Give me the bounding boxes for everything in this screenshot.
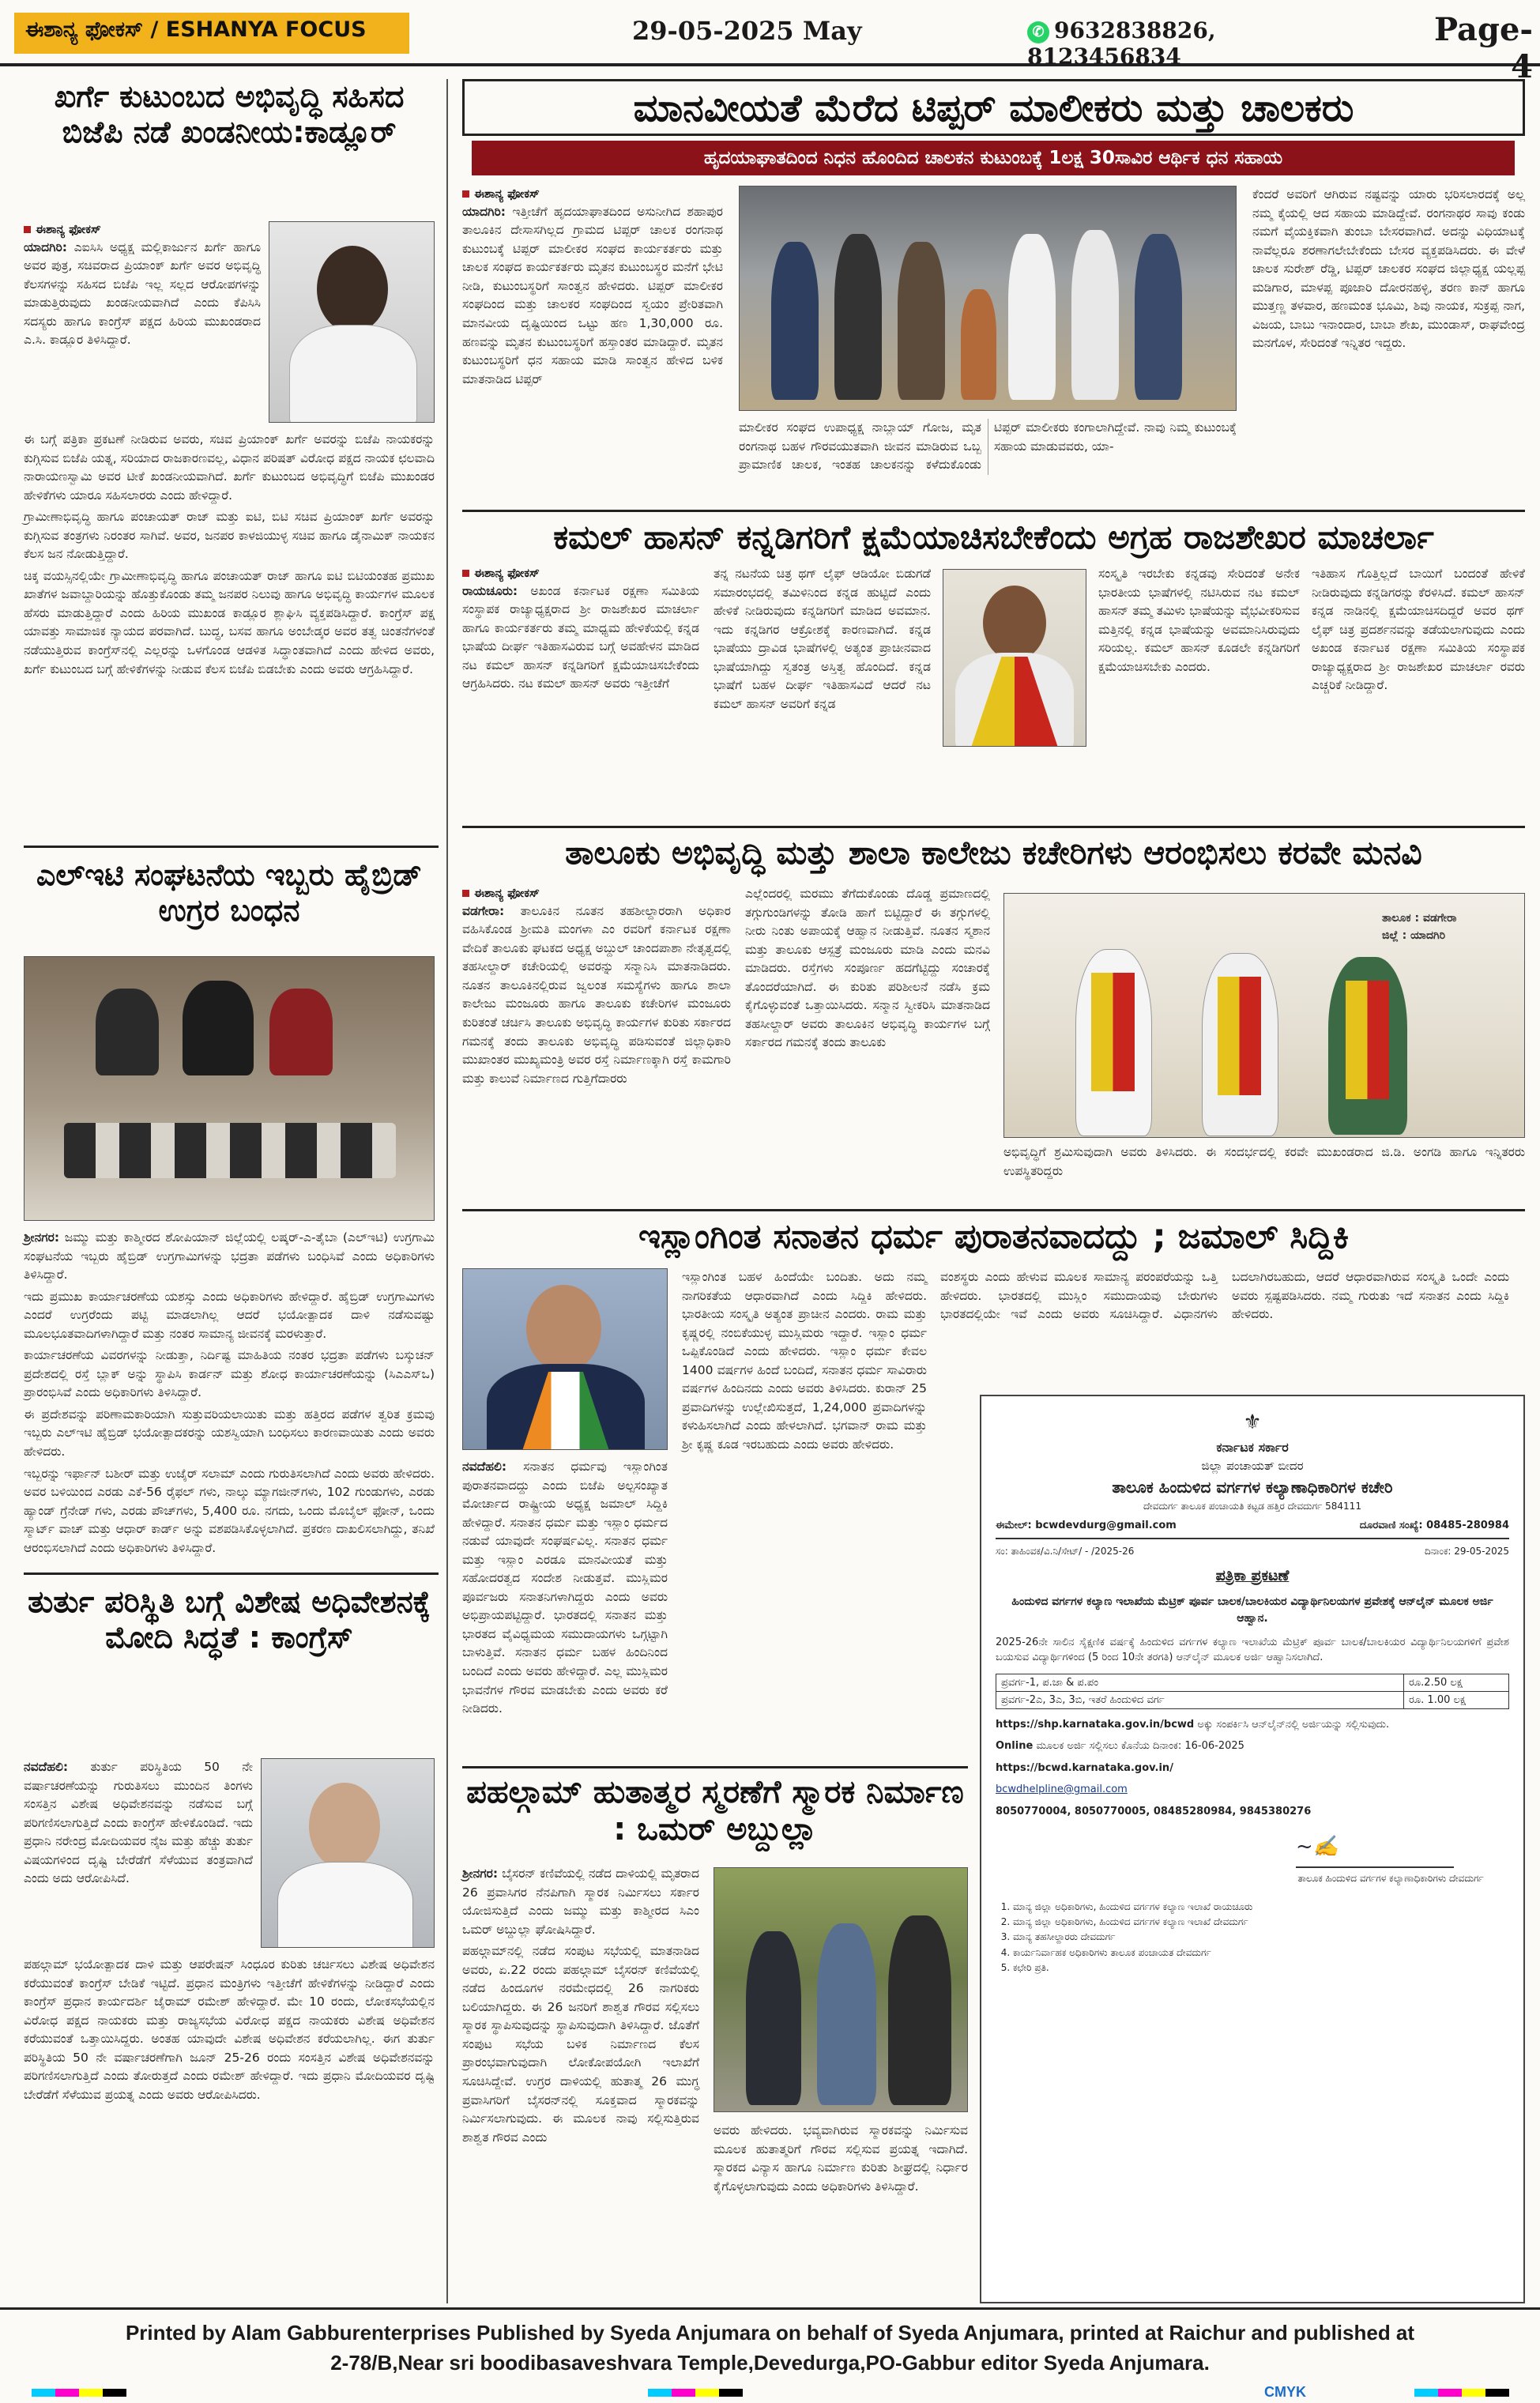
sign-line-district: ಜಿಲ್ಲೆ : ಯಾದಗಿರಿ xyxy=(1382,929,1446,943)
kamal-left-text: ರಾಯಚೂರು: ಅಖಂಡ ಕರ್ನಾಟಕ ರಕ್ಷಣಾ ಸಮಿತಿಯ ಸಂಸ್ಥಾಪಕ ರಾಜ್ಯಾಧ್ಯಕ್ಷರಾದ ಶ್ರೀ ರಾಜಶೇಖರ ಮಾಚರ್ಲಾ ಹಾಗೂ ಕಾರ್ಯಕರ್ತರು ತಮ್ಮ ಮಾಧ್ಯಮ ಹೇಳಿಕೆಯಲ್ಲಿ ಕನ್ನಡ ಭಾಷೆಯ ದೀರ್ಘ ಇತಿಹಾಸವಿರುವ ಬಗ್ಗೆ ಅವಹೇಳನ ಮಾಡಿದ ನಟ ಕಮಲ್ ಹಾಸನ್ ಕನ್ನಡಿಗರಿಗೆ ಕ್ಷಮೆಯಾಚಿಸಬೇಕೆಂದು ಆಗ್ರಹಿಸಿದರು. ನಟ ಕಮಲ್ ಹಾಸನ್ ಅವರು ಇತ್ತೀಚೆಗೆ xyxy=(462,583,700,691)
notice-signature-title: ತಾಲೂಕ ಹಿಂದುಳಿದ ವರ್ಗಗಳ ಕಲ್ಯಾಣಾಧಿಕಾರಿಗಳು ದೇವದುರ್ಗ xyxy=(1297,1873,1484,1884)
taluk-headline: ತಾಲೂಕು ಅಭಿವೃದ್ಧಿ ಮತ್ತು ಶಾಲಾ ಕಾಲೇಜು ಕಚೇರಿಗಳು ಆರಂಭಿಸಲು ಕರವೇ ಮನವಿ xyxy=(565,834,1422,872)
emergency-article xyxy=(24,1584,435,2296)
brand-english: ESHANYA FOCUS xyxy=(165,17,367,42)
column-divider xyxy=(446,79,448,2303)
let-para-5: ಇಬ್ಬರನ್ನು ಇರ್ಫಾನ್ ಬಶೀರ್ ಮತ್ತು ಉಜೈರ್ ಸಲಾಮ್ ಎಂದು ಗುರುತಿಸಲಾಗಿದೆ ಎಂದು ಅವರು ಹೇಳಿದರು. ಅವರ ಬಳಿಯಿಂದ ಎರಡು ಎಕೆ-56 ರೈಫಲ್ ಗಳು, ನಾಲ್ಕು ಮ್ಯಾಗಜೀನ್‌ಗಳು, 102 ಗುಂಡುಗಳು, ಎರಡು ಹ್ಯಾಂಡ್ ಗ್ರೆನೇಡ್ ಗಳು, ಎರಡು ಪೌಚ್‌ಗಳು, 5,400 ರೂ. ನಗದು, ಒಂದು ಮೊಬೈಲ್ ಫೋನ್, ಒಂದು ಸ್ಮಾರ್ಟ್ ವಾಚ್ ಮತ್ತು ಆಧಾರ್ ಕಾರ್ಡ್ ಅನ್ನು ವಶಪಡಿಸಿಕೊಳ್ಳಲಾಗಿದೆ. ಪ್ರಕರಣ ದಾಖಲಿಸಲಾಗಿದ್ದು, ತನಿಖೆ ಆರಂಭಿಸಲಾಗಿದೆ ಎಂದು ಅಧಿಕಾರಿಗಳು ತಿಳಿಸಿದ್ದಾರೆ. xyxy=(24,1466,435,1555)
islam-col-2: ಇಸ್ಲಾಂಗಿಂತ ಬಹಳ ಹಿಂದೆಯೇ ಬಂದಿತು. ಅದು ನಮ್ಮ ನಾಗರಿಕತೆಯ ಆಧಾರವಾಗಿದೆ ಎಂದು ಸಿದ್ದಿಕಿ ಹೇಳಿದರು. ಭಾರತೀಯ ಸಂಸ್ಕೃತಿ ಅತ್ಯಂತ ಪ್ರಾಚೀನ ಎಂದರು. ರಾಮ ಮತ್ತು ಕೃಷ್ಣರಲ್ಲಿ ನಂಬಿಕೆಯುಳ್ಳ ಮುಸ್ಲಿಮರು ಇದ್ದಾರೆ. ಇಸ್ಲಾಂ ಧರ್ಮ ಒಪ್ಪಿಕೊಂಡಿದೆ ಎಂದು ಹೇಳಿದರು. ಇಸ್ಲಾಂ ಧರ್ಮ ಕೇವಲ 1400 ವರ್ಷಗಳ ಹಿಂದೆ ಬಂದಿದೆ, ಸನಾತನ ಧರ್ಮ ಸಾವಿರಾರು ವರ್ಷಗಳ ಹಿಂದಿನದು ಎಂದು ಅವರು ತಿಳಿಸಿದರು. ಕುರಾನ್ 25 ಪ್ರವಾದಿಗಳನ್ನು ಉಲ್ಲೇಖಿಸುತ್ತದೆ, 1,24,000 ಪ್ರವಾದಿಗಳನ್ನು ಕಳುಹಿಸಲಾಗಿದೆ ಎಂದು ಹೇಳಲಾಗಿದೆ. ಭಗವಾನ್ ರಾಮ ಮತ್ತು ಶ್ರೀ ಕೃಷ್ಣ ಕೂಡ ಇರಬಹುದು ಎಂದು ಅವರು ಹೇಳಿದರು. xyxy=(682,1270,927,1452)
notice-sub: ಜಿಲ್ಲಾ ಪಂಚಾಯತ್ ಬೀದರ xyxy=(1201,1459,1304,1473)
color-registration-bar xyxy=(32,2389,126,2397)
kharge-article xyxy=(24,79,435,838)
list-item: 3. ಮಾನ್ಯ ತಹಸೀಲ್ದಾರರು ದೇವದುರ್ಗ xyxy=(1013,1930,1509,1945)
kamal-col-4: ಇತಿಹಾಸ ಗೊತ್ತಿಲ್ಲದೆ ಬಾಯಿಗೆ ಬಂದಂತೆ ಹೇಳಿಕೆ ನೀಡಿರುವುದು ಕನ್ನಡಿಗರನ್ನು ಕೆರಳಿಸಿದೆ. ಕಮಲ್ ಹಾಸನ್ ಕನ್ನಡ ನಾಡಿನಲ್ಲಿ ಕ್ಷಮೆಯಾಚಿಸದಿದ್ದರೆ ಅವರ ಥಗ್ ಲೈಫ್ ಚಿತ್ರ ಪ್ರದರ್ಶನವನ್ನು ತಡೆಯಲಾಗುವುದು ಎಂದು ಅಖಂಡ ಕರ್ನಾಟಕ ರಕ್ಷಣಾ ಸಮಿತಿಯ ಸಂಸ್ಥಾಪಕ ರಾಜ್ಯಾಧ್ಯಕ್ಷರಾದ ಶ್ರೀ ರಾಜಶೇಖರ ಮಾಚರ್ಲಾ ರವರು ಎಚ್ಚರಿಕೆ ನೀಡಿದ್ದಾರೆ. xyxy=(1312,567,1525,693)
notice-ref: ಸಂ: ತಾಹಿಂವಕ/ವಿ.ನಿ/ಸೇಟ್/ - /2025-26 xyxy=(996,1546,1135,1557)
islam-photo xyxy=(462,1268,668,1450)
kamal-col-2: ತನ್ನ ನಟನೆಯ ಚಿತ್ರ ಥಗ್ ಲೈಫ್ ಆಡಿಯೋ ಬಿಡುಗಡೆ ಸಮಾರಂಭದಲ್ಲಿ ತಮಿಳಿನಿಂದ ಕನ್ನಡ ಹುಟ್ಟಿದೆ ಎಂದು ಹೇಳಿಕೆ ನೀಡಿರುವುದು ಕನ್ನಡಿಗರಿಗೆ ಮಾಡಿದ ಅವಮಾನ. ಇದು ಕನ್ನಡಿಗರ ಆಕ್ರೋಶಕ್ಕೆ ಕಾರಣವಾಗಿದೆ. ಕನ್ನಡ ಭಾಷೆಯು ದ್ರಾವಿಡ ಭಾಷೆಗಳಲ್ಲಿ ಅತ್ಯಂತ ಪ್ರಾಚೀನವಾದ ಭಾಷೆಯಾಗಿದ್ದು ಸ್ವತಂತ್ರ ಅಸ್ತಿತ್ವ ಹೊಂದಿದೆ. ಕನ್ನಡ ಭಾಷೆಗೆ ಬಹಳ ದೀರ್ಘ ಇತಿಹಾಸವಿದೆ ಆದರೆ ನಟ ಕಮಲ್ ಹಾಸನ್ ಅವರಿಗೆ ಕನ್ನಡ xyxy=(714,567,931,711)
issue-month: May xyxy=(802,16,862,46)
emergency-para-2: ಪಹಲ್ಗಾಮ್ ಭಯೋತ್ಪಾದಕ ದಾಳಿ ಮತ್ತು ಆಪರೇಷನ್ ಸಿಂಧೂರ ಕುರಿತು ಚರ್ಚಿಸಲು ವಿಶೇಷ ಅಧಿವೇಶನ ಕರೆಯುವಂತೆ ಕಾಂಗ್ರೆಸ್ ಬೇಡಿಕೆ ಇಟ್ಟಿದೆ. ಪ್ರಧಾನ ಮಂತ್ರಿಗಳು ಇತ್ತೀಚೆಗೆ ಹೇಳಿಕೆಗಳನ್ನು ನೀಡಿದ್ದಾರೆ ಎಂದು ಕಾಂಗ್ರೆಸ್ ಪ್ರಧಾನ ಕಾರ್ಯದರ್ಶಿ ಜೈರಾಮ್ ರಮೇಶ್ ಹೇಳಿದ್ದಾರೆ. ಮೇ 10 ರಂದು, ಲೋಕಸಭೆಯಲ್ಲಿನ ವಿರೋಧ ಪಕ್ಷದ ನಾಯಕರು ಮತ್ತು ರಾಜ್ಯಸಭೆಯ ವಿರೋಧ ಪಕ್ಷದ ನಾಯಕರು ವಿಶೇಷ ಅಧಿವೇಶನ ಕರೆಯುವಂತೆ ಒತ್ತಾಯಿಸಿದ್ದರು. ಅಂತಹ ಯಾವುದೇ ವಿಶೇಷ ಅಧಿವೇಶನ ಕರೆಯಲಾಗಿಲ್ಲ. ಈಗ ತುರ್ತು ಪರಿಸ್ಥಿತಿಯ 50 ನೇ ವರ್ಷಾಚರಣೆಗಾಗಿ ಜೂನ್ 25-26 ರಂದು ಸಂಸತ್ತಿನ ವಿಶೇಷ ಅಧಿವೇಶನವನ್ನು ಪರಿಗಣಿಸಲಾಗುತ್ತಿದೆ ಎಂದು ತೋರುತ್ತದೆ ಎಂದು ರಮೇಶ್ ಹೇಳಿದ್ದಾರೆ. ಇದು ಪ್ರಧಾನಿ ಮೋದಿಯವರ ದೃಷ್ಟಿ ಬೇರೆಡೆಗೆ ಸೆಳೆಯುವ ಪ್ರಯತ್ನ ಎಂದು ಅವರು ಆರೋಪಿಸಿದರು. xyxy=(24,1957,435,2102)
person-body xyxy=(289,325,417,423)
let-body xyxy=(24,1229,435,1561)
list-item: 2. ಮಾನ್ಯ ಜಿಲ್ಲಾ ಅಧಿಕಾರಿಗಳು, ಹಿಂದುಳಿದ ವರ್ಗಗಳ ಕಲ್ಯಾಣ ಇಲಾಖೆ ದೇವದುರ್ಗ xyxy=(1013,1915,1509,1930)
seized-weapons xyxy=(64,1123,396,1178)
official-person xyxy=(888,1915,951,2105)
pahalgam-headline: ಪಹಲ್ಗಾಮ್ ಹುತಾತ್ಮರ ಸ್ಮರಣೆಗೆ ಸ್ಮಾರಕ ನಿರ್ಮಾಣ : ಒಮರ್ ಅಬ್ದುಲ್ಲಾ xyxy=(466,1774,964,1848)
taluk-byline: ಈಶಾನ್ಯ ಫೋಕಸ್ xyxy=(462,885,731,902)
kharge-headline: ಖರ್ಗೆ ಕುಟುಂಬದ ಅಭಿವೃದ್ಧಿ ಸಹಿಸದ ಬಿಜೆಪಿ ನಡೆ ಖಂಡನೀಯ:ಕಾಡ್ಲೂರ್ xyxy=(54,79,405,149)
notice-helpline-email: bcwdhelpline@gmail.com xyxy=(996,1783,1128,1795)
footer xyxy=(0,2307,1540,2403)
suspect-3 xyxy=(269,989,333,1075)
notice-website: https://shp.karnataka.gov.in/bcwd xyxy=(996,1718,1195,1731)
official-person xyxy=(817,1923,876,2105)
group-person xyxy=(834,234,882,400)
islam-col-3: ವಂಶಸ್ಥರು ಎಂದು ಹೇಳುವ ಮೂಲಕ ಸಾಮಾನ್ಯ ಪರಂಪರೆಯನ್ನು ಒತ್ತಿ ಹೇಳಿದರು. ಭಾರತದಲ್ಲಿ ಮುಸ್ಲಿಂ ಸಮುದಾಯವು ಬೇರುಗಳು ಭಾರತದಲ್ಲಿಯೇ ಇವೆ ಎಂದು ಅವರು ಸೂಚಿಸಿದ್ದಾರೆ. ವಿಧಾನಗಳು ಬದಲಾಗಿರಬಹುದು, ಆದರೆ ಆಧಾರವಾಗಿರುವ ಸಂಸ್ಕೃತಿ ಒಂದೇ ಎಂದು ಅವರು ಸ್ಪಷ್ಟಪಡಿಸಿದರು. ನಮ್ಮ ಗುರುತು ಇದೆ ಸನಾತನ ಎಂದು ಸಿದ್ದಿಕಿ ಹೇಳಿದರು. xyxy=(940,1270,1509,1322)
speaker-head xyxy=(526,1285,601,1372)
tipper-headline: ಮಾನವೀಯತೆ ಮೆರೆದ ಟಿಪ್ಪರ್ ಮಾಲೀಕರು ಮತ್ತು ಚಾಲಕರು xyxy=(633,86,1354,130)
notice-email: bcwdevdurg@gmail.com xyxy=(1035,1519,1177,1531)
kharge-para-4: ಚಿಕ್ಕ ವಯಸ್ಸಿನಲ್ಲಿಯೇ ಗ್ರಾಮೀಣಾಭಿವೃದ್ಧಿ ಹಾಗೂ ಪಂಚಾಯತ್ ರಾಜ್ ಹಾಗೂ ಐಟಿ ಬಿಟಿಯಂತಹ ಪ್ರಮುಖ ಖಾತೆಗಳ ಜವಾಬ್ದಾರಿಯನ್ನು ಹೊತ್ತುಕೊಂಡು ತಮ್ಮ ಜನಪರ ನಿಲುವು ಹಾಗೂ ಅಭಿವೃದ್ಧಿ ಕಾರ್ಯಗಳ ಮೂಲಕ ಹೆಸರು ಮಾಡುತ್ತಿದ್ದಾರೆ ಎಂದು ಹಿರಿಯ ಮುಖಂಡ ಕಾಡ್ಲೂರ ಶ್ಲಾಘಿಸಿ ವ್ಯಕ್ತಪಡಿಸಿದ್ದಾರೆ. ಕಾಂಗ್ರೆಸ್ ಪಕ್ಷ ಯಾವತ್ತು ಸಾಮಾಜಿಕ ನ್ಯಾಯದ ಪರವಾಗಿದೆ. ಬುದ್ಧ, ಬಸವ ಹಾಗೂ ಅಂಬೇಡ್ಕರ ಅವರ ತತ್ವ ಚಿಂತನೆಗಳಂತೆ ನಡೆಯುತ್ತಿರುವ ಕಾಂಗ್ರೆಸ್‌ನಲ್ಲಿ ಎಲ್ಲರನ್ನು ಒಳಗೊಂಡ ಆಡಳಿತ ಸಿದ್ಧಾಂತವಾಗಿದೆ ಎಂದು ಹೇಳಿದ ಅವರು, ಖರ್ಗೆ ಕುಟುಂಬದ ಬಗ್ಗೆ ಹೇಳಿಕೆಗಳನ್ನು ನೀಡುವ ಕೆಲಸ ಬಿಜೆಪಿ ಬಿಡಬೇಕು ಎಂದು ಅವರು ಆಗ್ರಹಿಸಿದ್ದಾರೆ. xyxy=(24,568,435,676)
kamal-photo xyxy=(943,569,1086,747)
speaker-head xyxy=(309,1783,380,1870)
separator xyxy=(24,1572,439,1575)
official-person xyxy=(746,1931,801,2105)
kannada-flag-scarf xyxy=(1091,973,1135,1091)
let-photo xyxy=(24,956,435,1221)
issue-date: 29-05-2025 xyxy=(632,16,794,46)
tipper-byline: ಈಶಾನ್ಯ ಫೋಕಸ್ xyxy=(462,186,723,203)
notice-contacts: 8050770004, 8050770005, 08485280984, 9845380276 xyxy=(996,1805,1312,1817)
list-item: 4. ಕಾರ್ಯನಿರ್ವಾಹಕ ಅಧಿಕಾರಿಗಳು ತಾಲೂಕ ಪಂಚಾಯತ ದೇವದುರ್ಗ xyxy=(1013,1945,1509,1960)
let-article xyxy=(24,857,435,1553)
speaker-body xyxy=(277,1862,413,1948)
office-sign xyxy=(1382,910,1516,945)
kannada-flag-scarf xyxy=(1218,977,1261,1095)
kamal-article xyxy=(462,518,1525,822)
table-row: ಪ್ರವರ್ಗ-1, ಪ.ಜಾ & ಪ.ಪಂ ರೂ.2.50 ಲಕ್ಷ xyxy=(996,1674,1509,1691)
tipper-left-text: ಯಾದಗಿರಿ: ಇತ್ತೀಚೆಗೆ ಹೃದಯಾಘಾತದಿಂದ ಅಸುನೀಗಿದ ಶಹಾಪುರ ತಾಲೂಕಿನ ದೇಸಾಸಗಿಲ್ಲದ ಗ್ರಾಮದ ಟಿಪ್ಪರ್ ಚಾಲಕ ರಂಗನಾಥ ಕುಟುಂಬಕ್ಕೆ ಟಿಪ್ಪರ್ ಮಾಲೀಕರ ಸಂಘದ ಕಾರ್ಯಕರ್ತರು ಮತ್ತು ಚಾಲಕ ಸಂಘದ ಕಾರ್ಯಕರ್ತರು ಮೃತನ ಕುಟುಂಬಸ್ಥರ ಮನೆಗೆ ಭೇಟಿ ನೀಡಿ, ಕುಟುಂಬಸ್ಥರಿಗೆ ಸಾಂತ್ವನ ಹೇಳಿದರು. ಟಿಪ್ಪರ್ ಮಾಲೀಕರ ಸಂಘದಿಂದ ಮತ್ತು ಚಾಲಕರ ಸಂಘದಿಂದ ಸ್ವಯಂ ಪ್ರೇರಿತವಾಗಿ ಮಾನವೀಯ ದೃಷ್ಟಿಯಿಂದ ಒಟ್ಟು ಹಣ 1,30,000 ರೂ. ಹಣವನ್ನು ಮೃತನ ಕುಟುಂಬಸ್ಥರಿಗೆ ಹಸ್ತಾಂತರ ಮಾಡಿದ್ದಾರೆ. ಮೃತನ ಕುಟುಂಬಸ್ಥರಿಗೆ ಧನ ಸಹಾಯ ಮಾಡಿ ಸಾಂತ್ವನ ಹೇಳಿದ ಬಳಿಕ ಮಾತನಾಡಿದ ಟಿಪ್ಪರ್ xyxy=(462,204,723,386)
emblem-icon: ⚜ xyxy=(1243,1411,1262,1434)
signature: ~✍ xyxy=(1296,1835,1454,1868)
taluk-col-1 xyxy=(462,885,731,1088)
taluk-article xyxy=(462,834,1525,1205)
notice-date: ದಿನಾಂಕ: 29-05-2025 xyxy=(1425,1546,1509,1557)
group-person xyxy=(1008,234,1056,400)
kamal-headline: ಕಮಲ್ ಹಾಸನ್ ಕನ್ನಡಿಗರಿಗೆ ಕ್ಷಮೆಯಾಚಿಸಬೇಕೆಂದು ಅಗ್ರಹ ರಾಜಶೇಖರ ಮಾಚರ್ಲಾ xyxy=(553,518,1434,556)
islam-headline: ಇಸ್ಲಾಂಗಿಂತ ಸನಾತನ ಧರ್ಮ ಪುರಾತನವಾದದ್ದು ; ಜಮಾಲ್ ಸಿದ್ದಿಕಿ xyxy=(638,1217,1350,1256)
list-item: 1. ಮಾನ್ಯ ಜಿಲ್ಲಾ ಅಧಿಕಾರಿಗಳು, ಹಿಂದುಳಿದ ವರ್ಗಗಳ ಕಲ್ಯಾಣ ಇಲಾಖೆ ರಾಯಚೂರು xyxy=(1013,1900,1509,1915)
kharge-body-bottom xyxy=(24,431,435,682)
separator xyxy=(462,1209,1525,1211)
whatsapp-icon: ✆ xyxy=(1027,21,1049,43)
person-silhouette xyxy=(317,246,388,333)
color-registration-bar xyxy=(648,2389,743,2397)
let-headline: ಎಲ್‌ಇಟಿ ಸಂಘಟನೆಯ ಇಬ್ಬರು ಹೈಬ್ರಿಡ್ ಉಗ್ರರ ಬಂಧನ xyxy=(36,857,422,928)
group-person xyxy=(961,289,996,400)
kharge-para-3: ಗ್ರಾಮೀಣಾಭಿವೃದ್ಧಿ ಹಾಗೂ ಪಂಚಾಯತ್ ರಾಜ್ ಮತ್ತು ಐಟಿ, ಬಿಟಿ ಸಚಿವ ಪ್ರಿಯಾಂಕ್ ಖರ್ಗೆ ಅವರನ್ನು ಕುಗ್ಗಿಸುವ ತಂತ್ರಗಳು ನಿರಂತರ ಸಾಗಿವೆ. ಅವರ, ಜನಪರ ಕಾಳಜಿಯುಳ್ಳ ಸಚಿವ ಹಾಗೂ ಡೈನಾಮಿಕ್ ನಾಯಕನ ಕೆಲಸ ಜನ ನೋಡುತ್ತಿದ್ದಾರೆ. xyxy=(24,510,435,562)
pahalgam-col-2: ಅವರು ಹೇಳಿದರು. ಭವ್ಯವಾಗಿರುವ ಸ್ಮಾರಕವನ್ನು ನಿರ್ಮಿಸುವ ಮೂಲಕ ಹುತಾತ್ಮರಿಗೆ ಗೌರವ ಸಲ್ಲಿಸುವ ಪ್ರಯತ್ನ ಇದಾಗಿದೆ. ಸ್ಮಾರಕದ ವಿನ್ಯಾಸ ಹಾಗೂ ನಿರ್ಮಾಣ ಕುರಿತು ಶೀಘ್ರದಲ್ಲಿ ನಿರ್ಧಾರ ಕೈಗೊಳ್ಳಲಾಗುವುದು ಎಂದು ಅಧಿಕಾರಿಗಳು ತಿಳಿಸಿದ್ದಾರೆ. xyxy=(714,2123,968,2194)
notice-website-row: https://shp.karnataka.gov.in/bcwd ಅಕ್ಕು ಸಂಪರ್ಕಿಸಿ ಆನ್‌ಲೈನ್‌ನಲ್ಲಿ ಅರ್ಜಿಯನ್ನು ಸಲ್ಲಿಸುವುದು. xyxy=(996,1718,1390,1731)
kamal-col-3: ಸಂಸ್ಕೃತಿ ಇರಬೇಕು ಕನ್ನಡವು ಸೇರಿದಂತೆ ಅನೇಕ ಭಾರತೀಯ ಭಾಷೆಗಳಲ್ಲಿ ನಟಿಸಿರುವ ನಟ ಕಮಲ್ ಹಾಸನ್ ತಮ್ಮ ತಮಿಳು ಭಾಷೆಯನ್ನು ವೈಭವೀಕರಿಸುವ ಮತ್ತಿನಲ್ಲಿ ಕನ್ನಡ ಭಾಷೆಯನ್ನು ಅವಮಾನಿಸಿರುವುದು ಸರಿಯಲ್ಲ. ಕಮಲ್ ಹಾಸನ್ ಕೂಡಲೇ ಕನ್ನಡಿಗರಿಗೆ ಕ್ಷಮೆಯಾಚಿಸಬೇಕು ಎಂದರು. xyxy=(1098,567,1300,674)
page-number: Page-4 xyxy=(1434,11,1533,85)
group-person xyxy=(1071,230,1119,400)
separator xyxy=(24,846,439,848)
let-para-4: ಈ ಪ್ರದೇಶವನ್ನು ಪರಿಣಾಮಕಾರಿಯಾಗಿ ಸುತ್ತುವರಿಯಲಾಯಿತು ಮತ್ತು ಹತ್ತಿರದ ಪಡೆಗಳ ತ್ವರಿತ ಕ್ರಮವು ಇಬ್ಬರು ಎಲ್‌ಇಟಿ ಹೈಬ್ರಿಡ್ ಭಯೋತ್ಪಾದಕರನ್ನು ಯಶಸ್ವಿಯಾಗಿ ಬಂಧಿಸಲು ಕಾರಣವಾಯಿತು ಎಂದು ಅವರು ಹೇಳಿದರು. xyxy=(24,1407,435,1460)
pahalgam-para-2: ಪಹಲ್ಗಾಮ್‌ನಲ್ಲಿ ನಡೆದ ಸಂಪುಟ ಸಭೆಯಲ್ಲಿ ಮಾತನಾಡಿದ ಅವರು, ಏ.22 ರಂದು ಪಹಲ್ಗಾಮ್ ಬೈಸರನ್ ಕಣಿವೆಯಲ್ಲಿ ನಡೆದ ಹಿಂದೂಗಳ ನರಮೇಧದಲ್ಲಿ 26 ನಾಗರಿಕರು ಬಲಿಯಾಗಿದ್ದರು. ಈ 26 ಜನರಿಗೆ ಶಾಶ್ವತ ಗೌರವ ಸಲ್ಲಿಸಲು ಸ್ಮಾರಕ ಸ್ಥಾಪಿಸುವುದನ್ನು ಸ್ಥಾಪಿಸುವುದಾಗಿ ತಿಳಿಸಿದ್ದಾರೆ. ಜೊತೆಗೆ ಸಂಪುಟ ಸಭೆಯ ಬಳಿಕ ನಿರ್ಮಾಣದ ಕೆಲಸ ಪ್ರಾರಂಭವಾಗುವುದಾಗಿ ಲೋಕೋಪಯೋಗಿ ಇಲಾಖೆಗೆ ಸೂಚಿಸಿದ್ದೇವೆ. ಉಗ್ರರ ದಾಳಿಯಲ್ಲಿ ಹುತಾತ್ಮ 26 ಮುಗ್ಧ ಪ್ರವಾಸಿಗರಿಗೆ ಬೈಸರನ್‌ನಲ್ಲಿ ಸೂಕ್ತವಾದ ಸ್ಮಾರಕವನ್ನು ನಿರ್ಮಿಸಲಾಗುವುದು. ಈ ಮೂಲಕ ನಾವು ಸಲ್ಲಿಸುತ್ತಿರುವ ಶಾಶ್ವತ ಗೌರವ ಎಂದು xyxy=(462,1944,699,2145)
kharge-byline: ಈಶಾನ್ಯ ಫೋಕಸ್ xyxy=(24,221,261,239)
govt-notice xyxy=(980,1395,1525,2303)
separator xyxy=(462,826,1525,828)
brand-kannada: ಈಶಾನ್ಯ ಫೋಕಸ್ xyxy=(25,17,144,42)
masthead-phones xyxy=(1027,17,1359,70)
taluk-photo xyxy=(1003,893,1525,1138)
islam-left-text: ನವದೆಹಲಿ: ಸನಾತನ ಧರ್ಮವು ಇಸ್ಲಾಂಗಿಂತ ಪುರಾತನವಾದದ್ದು ಎಂದು ಬಿಜೆಪಿ ಅಲ್ಪಸಂಖ್ಯಾತ ಮೋರ್ಚಾದ ರಾಷ್ಟ್ರೀಯ ಅಧ್ಯಕ್ಷ ಜಮಾಲ್ ಸಿದ್ದಿಕಿ ಹೇಳಿದ್ದಾರೆ. ಸನಾತನ ಧರ್ಮ ಮತ್ತು ಇಸ್ಲಾಂ ಧರ್ಮದ ನಡುವೆ ಯಾವುದೇ ಸಂಘರ್ಷವಿಲ್ಲ. ಸನಾತನ ಧರ್ಮ ಮತ್ತು ಇಸ್ಲಾಂ ಎರಡೂ ಮಾನವೀಯತೆ ಮತ್ತು ಸಹೋದರತ್ವದ ಸಂದೇಶ ನೀಡುತ್ತವೆ. ಮುಸ್ಲಿಮರ ಪೂರ್ವಜರು ಸನಾತನಿಗಳಾಗಿದ್ದರು ಎಂದು ಅವರು ಅಭಿಪ್ರಾಯಪಟ್ಟಿದ್ದಾರೆ. ಭಾರತದಲ್ಲಿ ಸನಾತನ ಮತ್ತು ಭಾರತದ ವೈವಿಧ್ಯಮಯ ಸಮುದಾಯಗಳು ಒಗ್ಗಟ್ಟಾಗಿ ಬಾಳುತ್ತಿವೆ. ಸನಾತನ ಧರ್ಮ ಬಹಳ ಹಿಂದಿನಿಂದ ಬಂದಿದೆ ಎಂದು ಅವರು ಹೇಳಿದ್ದಾರೆ. ಎಲ್ಲ ಮುಸ್ಲಿಮರ ಭಾವನೆಗಳ ಗೌರವ ಮಾಡಬೇಕು ಎಂದು ಅವರು ಕರೆ ನೀಡಿದರು. xyxy=(462,1460,668,1716)
let-para-2: ಇದು ಪ್ರಮುಖ ಕಾರ್ಯಾಚರಣೆಯ ಯಶಸ್ಸು ಎಂದು ಅಧಿಕಾರಿಗಳು ಹೇಳಿದ್ದಾರೆ. ಹೈಬ್ರಿಡ್ ಉಗ್ರಗಾಮಿಗಳು ಎಂದರೆ ಉಗ್ರರೆಂದು ಪಟ್ಟಿ ಮಾಡಲಾಗಿಲ್ಲ ಆದರೆ ಭಯೋತ್ಪಾದಕ ದಾಳಿ ನಡೆಸುವಷ್ಟು ಮೂಲಭೂತವಾದಿಗಳಾಗಿದ್ದಾರೆ ಮತ್ತು ನಂತರ ಸಾಮಾನ್ಯ ಜೀವನಕ್ಕೆ ಮರಳುತ್ತಾರೆ. xyxy=(24,1289,435,1341)
let-para-1: ಶ್ರೀನಗರ: ಜಮ್ಮು ಮತ್ತು ಕಾಶ್ಮೀರದ ಶೋಪಿಯಾನ್ ಜಿಲ್ಲೆಯಲ್ಲಿ ಲಷ್ಕರ್-ಎ-ತೈಬಾ (ಎಲ್‌ಇಟಿ) ಉಗ್ರಗಾಮಿ ಸಂಘಟನೆಯ ಇಬ್ಬರು ಹೈಬ್ರಿಡ್ ಉಗ್ರಗಾಮಿಗಳನ್ನು ಭದ್ರತಾ ಪಡೆಗಳು ಬಂಧಿಸಿವೆ ಎಂದು ಅಧಿಕಾರಿಗಳು ತಿಳಿಸಿದ್ದಾರೆ. xyxy=(24,1230,435,1282)
suspect-2 xyxy=(183,981,254,1075)
emergency-body-bottom xyxy=(24,1956,435,2107)
taluk-col-2: ಎಲ್ಲೆಂದರಲ್ಲಿ ಮರಮು ತೆಗೆದುಕೊಂಡು ದೊಡ್ಡ ಪ್ರಮಾಣದಲ್ಲಿ ತಗ್ಗುಗುಂಡಿಗಳನ್ನು ತೋಡಿ ಹಾಗೆ ಬಿಟ್ಟಿದ್ದಾರೆ ಈ ತಗ್ಗುಗಳಲ್ಲಿ ನೀರು ನಿಂತು ಅಪಾಯಕ್ಕೆ ಆಹ್ವಾನ ನೀಡುತ್ತಿವೆ. ನೂತನ ಸ್ಮಶಾನ ಮತ್ತು ತಾಲೂಕು ಆಸ್ಪತ್ರೆ ಮಂಜೂರು ಮಾಡಿ ಎಂದು ಮನವಿ ಮಾಡಿದರು. ರಸ್ತೆಗಳು ಸಂಪೂರ್ಣ ಹದಗೆಟ್ಟಿದ್ದು ಸಂಚಾರಕ್ಕೆ ತೊಂದರೆಯಾಗಿದೆ. ಈ ಕುರಿತು ಪರಿಶೀಲನೆ ನಡೆಸಿ ಕ್ರಮ ಕೈಗೊಳ್ಳುವಂತೆ ಒತ್ತಾಯಿಸಿದರು. ಸನ್ಮಾನ ಸ್ವೀಕರಿಸಿ ಮಾತನಾಡಿದ ತಹಸೀಲ್ದಾರ್ ಅವರು ತಾಲೂಕಿನ ಅಭಿವೃದ್ಧಿ ಕಾರ್ಯಗಳ ಬಗ್ಗೆ ಸರ್ಕಾರದ ಗಮನಕ್ಕೆ ತಂದು ತಾಲೂಕು xyxy=(745,887,990,1050)
tipper-article xyxy=(462,79,1525,506)
notice-website-2: https://bcwd.karnataka.gov.in/ xyxy=(996,1761,1173,1774)
notice-contact: ಈಮೇಲ್: bcwdevdurg@gmail.com ದೂರವಾಣಿ ಸಂಖ್ಯೆ: 08485-280984 xyxy=(996,1519,1509,1531)
notice-footer-list xyxy=(996,1900,1509,1976)
group-person xyxy=(771,242,819,400)
emergency-body-top xyxy=(24,1758,253,1892)
pahalgam-article xyxy=(462,1774,968,2303)
cmyk-label: CMYK xyxy=(1264,2384,1306,2400)
imprint-line-1: Printed by Alam Gabburenterprises Published by Syeda Anjumara on behalf of Syeda Anjumara, printed at Raichur and published at xyxy=(125,2321,1415,2345)
notice-phone: 08485-280984 xyxy=(1426,1519,1509,1531)
color-registration-bar xyxy=(1414,2389,1509,2397)
group-person xyxy=(1135,234,1182,400)
kharge-para-2: ಈ ಬಗ್ಗೆ ಪತ್ರಿಕಾ ಪ್ರಕಟಣೆ ನೀಡಿರುವ ಅವರು, ಸಚಿವ ಪ್ರಿಯಾಂಕ್ ಖರ್ಗೆ ಅವರನ್ನು ಬಿಜೆಪಿ ನಾಯಕರನ್ನು ಕುಗ್ಗಿಸುವ ಬಿಜೆಪಿ ಯತ್ನ, ಸರಿಯಾದ ರಾಜಕಾರಣವಲ್ಲ, ವಿಧಾನ ಪರಿಷತ್ ವಿರೋಧ ಪಕ್ಷದ ನಾಯಕ ಛಲವಾದಿ ನಾರಾಯಣಸ್ವಾಮಿ ಅವರ ಟೀಕೆ ಖಂಡನೀಯವಾಗಿದೆ. ಖರ್ಗೆ ಕುಟುಂಬದ ಅಭಿವೃದ್ಧಿಗೆ ಬಿಜೆಪಿ ಮುಖಂಡರ ಹೇಳಿಕೆಗಳು ಯಾರೂ ಸಹಿಸಲಾರರು ಎಂದು ಹೇಳಿದ್ದಾರೆ. xyxy=(24,432,435,503)
emergency-para-1: ನವದೆಹಲಿ: ತುರ್ತು ಪರಿಸ್ಥಿತಿಯ 50 ನೇ ವರ್ಷಾಚರಣೆಯನ್ನು ಗುರುತಿಸಲು ಮುಂದಿನ ತಿಂಗಳು ಸಂಸತ್ತಿನ ವಿಶೇಷ ಅಧಿವೇಶನವನ್ನು ನಡೆಸುವ ಬಗ್ಗೆ ಪರಿಗಣಿಸಲಾಗುತ್ತಿದೆ ಎಂದು ಕಾಂಗ್ರೆಸ್ ಹೇಳಿಕೊಂಡಿದೆ. ಇದು ಪ್ರಧಾನಿ ನರೇಂದ್ರ ಮೋದಿಯವರ ನೈಜ ಮತ್ತು ಹೆಚ್ಚು ತುರ್ತು ವಿಷಯಗಳಿಂದ ದೃಷ್ಟಿ ಬೇರೆಡೆಗೆ ಸೆಳೆಯುವ ತಂತ್ರವಾಗಿದೆ ಎಂದು ಅದು ಆರೋಪಿಸಿದೆ. xyxy=(24,1760,253,1886)
phone-numbers: 9632838826, 8123456834 xyxy=(1027,17,1216,70)
masthead xyxy=(0,0,1540,85)
imprint-line-2: 2-78/B,Near sri boodibasaveshvara Temple,Devedurga,PO-Gabbur editor Syeda Anjumara. xyxy=(330,2351,1210,2375)
kharge-para-1: ಯಾದಗಿರಿ: ಎಐಸಿಸಿ ಅಧ್ಯಕ್ಷ ಮಲ್ಲಿಕಾರ್ಜುನ ಖರ್ಗೆ ಹಾಗೂ ಅವರ ಪುತ್ರ, ಸಚಿವರಾದ ಪ್ರಿಯಾಂಕ್ ಖರ್ಗೆ ಅವರ ಅಭಿವೃದ್ಧಿ ಕೆಲಸಗಳನ್ನು ಸಹಿಸದ ಬಿಜೆಪಿ ಇಲ್ಲ ಸಲ್ಲದ ಆರೋಪಗಳನ್ನು ಮಾಡುತ್ತಿರುವುದು ಖಂಡನೀಯವಾಗಿದೆ ಎಂದು ಕೆಪಿಸಿಸಿ ಸದಸ್ಯರು ಹಾಗೂ ಕಾಂಗ್ರೆಸ್ ಪಕ್ಷದ ಹಿರಿಯ ಮುಖಂಡರಾದ ಎ.ಸಿ. ಕಾಡ್ಲೂರ ತಿಳಿಸಿದ್ದಾರೆ. xyxy=(24,239,261,348)
separator xyxy=(462,1766,968,1768)
tipper-left xyxy=(462,186,723,389)
notice-title: ಪತ್ರಿಕಾ ಪ್ರಕಟಣೆ xyxy=(1215,1567,1290,1584)
taluk-left-text: ವಡಗೇರಾ: ತಾಲೂಕಿನ ನೂತನ ತಹಶೀಲ್ದಾರರಾಗಿ ಅಧಿಕಾರ ವಹಿಸಿಕೊಂಡ ಶ್ರೀಮತಿ ಮಂಗಳಾ ಎಂ ರವರಿಗೆ ಕರ್ನಾಟಕ ರಕ್ಷಣಾ ವೇದಿಕೆ ತಾಲೂಕು ಘಟಕದ ಅಧ್ಯಕ್ಷ ಅಬ್ದುಲ್ ಚಾಂದಪಾಶಾ ನೇತೃತ್ವದಲ್ಲಿ ತಹಸೀಲ್ದಾರ್ ಕಚೇರಿಯಲ್ಲಿ ಅವರನ್ನು ಸನ್ಮಾನಿಸಿ ಮಾತನಾಡಿದರು. ನೂತನ ತಾಲೂಕಿನಲ್ಲಿರುವ ಜ್ವಲಂತ ಸಮಸ್ಯೆಗಳು ಹಾಗೂ ಶಾಲಾ ಕಾಲೇಜು ಮಂಜೂರು ಹಾಗೂ ತಾಲೂಕು ಕಚೇರಿಗಳ ಮಂಜೂರು ಕುರಿತಂತೆ ಚರ್ಚಿಸಿ ತಾಲೂಕು ಅಭಿವೃದ್ಧಿ ಕಾರ್ಯಗಳ ಕುರಿತು ಸರ್ಕಾರದ ಗಮನಕ್ಕೆ ತಂದು ತಾಲೂಕು ಅಭಿವೃದ್ಧಿ ಪಡಿಸುವಂತೆ ಜಿಲ್ಲಾಧಿಕಾರಿ ಮುಖಾಂತರ ಮುಖ್ಯಮಂತ್ರಿ ಅವರ ರಸ್ತೆ ನಿರ್ಮಾಣಕ್ಕಾಗಿ ರಸ್ತೆ ಕಾಮಗಾರಿ ಮತ್ತು ಕಾಲುವೆ ನಿರ್ಮಾಣದ ಗುತ್ತಿಗೆದಾರರು xyxy=(462,903,731,1086)
pahalgam-para-1: ಶ್ರೀನಗರ: ಬೈಸರನ್ ಕಣಿವೆಯಲ್ಲಿ ನಡೆದ ದಾಳಿಯಲ್ಲಿ ಮೃತರಾದ 26 ಪ್ರವಾಸಿಗರ ನೆನಪಿಗಾಗಿ ಸ್ಮಾರಕ ನಿರ್ಮಿಸಲು ಸರ್ಕಾರ ಯೋಜಿಸುತ್ತಿದೆ ಎಂದು ಜಮ್ಮು ಮತ್ತು ಕಾಶ್ಮೀರದ ಸಿಎಂ ಒಮರ್ ಅಬ್ದುಲ್ಲಾ ಘೋಷಿಸಿದ್ದಾರೆ. xyxy=(462,1866,699,1937)
emergency-headline: ತುರ್ತು ಪರಿಸ್ಥಿತಿ ಬಗ್ಗೆ ವಿಶೇಷ ಅಧಿವೇಶನಕ್ಕೆ ಮೋದಿ ಸಿದ್ಧತೆ : ಕಾಂಗ್ರೆಸ್ xyxy=(28,1584,431,1655)
notice-office: ತಾಲೂಕ ಹಿಂದುಳಿದ ವರ್ಗಗಳ ಕಲ್ಯಾಣಾಧಿಕಾರಿಗಳ ಕಚೇರಿ xyxy=(1112,1477,1393,1497)
kamal-col-1 xyxy=(462,565,699,694)
tipper-photo xyxy=(739,186,1237,411)
notice-gov: ಕರ್ನಾಟಕ ಸರ್ಕಾರ xyxy=(1216,1440,1289,1455)
leader-head xyxy=(983,586,1046,661)
kamal-byline: ಈಶಾನ್ಯ ಫೋಕಸ್ xyxy=(462,565,699,582)
income-limit-table xyxy=(996,1674,1509,1709)
masthead-date xyxy=(632,16,980,46)
notice-ref-row xyxy=(996,1544,1509,1558)
kharge-photo xyxy=(269,221,435,423)
notice-last-date: ಮೂಲಕ ಅರ್ಜಿ ಸಲ್ಲಿಸಲು ಕೊನೆಯ ದಿನಾಂಕ: 16-06-2025 xyxy=(1036,1740,1244,1752)
tipper-photo-caption: ಮಾಲೀಕರ ಸಂಘದ ಉಪಾಧ್ಯಕ್ಷ ನಾಬ್ಲಾಯ್ ಗೋಜ, ಮೃತ ರಂಗನಾಥ ಬಹಳ ಗೌರವಯುತವಾಗಿ ಜೀವನ ಮಾಡಿರುವ ಒಬ್ಬ ಪ್ರಾಮಾಣಿಕ ಚಾಲಕ, ಇಂತಹ ಚಾಲಕನನ್ನು ಕಳೆದುಕೊಂಡು ಟಿಪ್ಪರ್ ಮಾಲೀಕರು ಕಂಗಾಲಾಗಿದ್ದೇವೆ. ನಾವು ನಿಮ್ಮ ಕುಟುಂಬಕ್ಕೆ ಸಹಾಯ ಮಾಡುವವರು, ಯಾ- xyxy=(739,420,1237,473)
let-para-3: ಕಾರ್ಯಾಚರಣೆಯ ವಿವರಗಳನ್ನು ನೀಡುತ್ತಾ, ನಿರ್ದಿಷ್ಟ ಮಾಹಿತಿಯ ನಂತರ ಭದ್ರತಾ ಪಡೆಗಳು ಬಸ್ಕುಚನ್ ಪ್ರದೇಶದಲ್ಲಿ ರಸ್ತೆ ಬ್ಲಾಕ್ ಅನ್ನು ಸ್ಥಾಪಿಸಿ ಕಾರ್ಡನ್ ಮತ್ತು ಶೋಧ ಕಾರ್ಯಾಚರಣೆಯನ್ನು (ಸಿಎಎಸ್‌ಒ) ಪ್ರಾರಂಭಿಸಿವೆ ಎಂದು ಅಧಿಕಾರಿಗಳು ತಿಳಿಸಿದ್ದಾರೆ. xyxy=(24,1348,435,1400)
pahalgam-photo xyxy=(714,1867,968,2112)
notice-address: ದೇವದುರ್ಗ ತಾಲೂಕ ಪಂಚಾಯತಿ ಕಟ್ಟಡ ಹತ್ತಿರ ದೇವದುರ್ಗ 584111 xyxy=(1143,1500,1361,1512)
separator xyxy=(462,510,1525,512)
taluk-photo-caption: ಅಭಿವೃದ್ಧಿಗೆ ಶ್ರಮಿಸುವುದಾಗಿ ಅವರು ತಿಳಿಸಿದರು. ಈ ಸಂದರ್ಭದಲ್ಲಿ ಕರವೇ ಮುಖಂಡರಾದ ಜಿ.ಡಿ. ಅಂಗಡಿ ಹಾಗೂ ಇನ್ನಿತರರು ಉಪಸ್ಥಿತರಿದ್ದರು xyxy=(1003,1145,1525,1178)
table-row: ಪ್ರವರ್ಗ-2ಎ, 3ಎ, 3ಬಿ, ಇತರೆ ಹಿಂದುಳಿದ ವರ್ಗ ರೂ. 1.00 ಲಕ್ಷ xyxy=(996,1691,1509,1708)
kharge-body-top xyxy=(24,221,261,350)
notice-subject: ಹಿಂದುಳಿದ ವರ್ಗಗಳ ಕಲ್ಯಾಣ ಇಲಾಖೆಯ ಮೆಟ್ರಿಕ್ ಪೂರ್ವ ಬಾಲಕ/ಬಾಲಕಿಯರ ವಿದ್ಯಾರ್ಥಿನಿಲಯಗಳ ಪ್ರವೇಶಕ್ಕೆ ಆನ್‌ಲೈನ್ ಮೂಲಕ ಅರ್ಜಿ ಆಹ್ವಾನ. xyxy=(1011,1595,1493,1625)
sign-line-taluk: ತಾಲೂಕ : ವಡಗೇರಾ xyxy=(1382,912,1457,925)
pahalgam-col-1 xyxy=(462,1865,699,2150)
notice-intro: 2025-26ನೇ ಸಾಲಿನ ಸೈಕ್ಷಣಿಕ ವರ್ಷಕ್ಕೆ ಹಿಂದುಳಿದ ವರ್ಗಗಳ ಕಲ್ಯಾಣ ಇಲಾಖೆಯ ಮೆಟ್ರಿಕ್ ಪೂರ್ವ ಬಾಲಕ/ಬಾಲಕಿಯರ ವಿದ್ಯಾರ್ಥಿನಿಲಯಗಳಿಗೆ ಪ್ರವೇಶ ಬಯಸುವ ವಿದ್ಯಾರ್ಥಿಗಳಿಂದ (5 ರಿಂದ 10ನೇ ತರಗತಿ) ಆನ್‌ಲೈನ್ ಮೂಲಕ ಅರ್ಜಿ ಆಹ್ವಾನಿಸಲಾಗಿದೆ. xyxy=(996,1636,1509,1663)
tipper-subhead: ಹೃದಯಾಘಾತದಿಂದ ನಿಧನ ಹೊಂದಿದ ಚಾಲಕನ ಕುಟುಂಬಕ್ಕೆ 1ಲಕ್ಷ 30ಸಾವಿರ ಆರ್ಥಿಕ ಧನ ಸಹಾಯ xyxy=(472,141,1515,175)
emergency-photo xyxy=(261,1758,435,1948)
notice-online-row: Online ಮೂಲಕ ಅರ್ಜಿ ಸಲ್ಲಿಸಲು ಕೊನೆಯ ದಿನಾಂಕ: 16-06-2025 xyxy=(996,1740,1244,1752)
tipper-right-text: ಕೆಂದರೆ ಅವರಿಗೆ ಆಗಿರುವ ನಷ್ಟವನ್ನು ಯಾರು ಭರಿಸಲಾರದಕ್ಕೆ ಅಲ್ಲ ನಮ್ಮ ಕೈಯಲ್ಲಿ ಆದ ಸಹಾಯ ಮಾಡಿದ್ದೇವೆ. ರಂಗನಾಥರ ಸಾವು ಕಂಡು ನಮಗೆ ವೈಯಕ್ತಿಕವಾಗಿ ತುಂಬಾ ಬೇಸರವಾಗಿದೆ. ಅದನ್ನು ವಿಧಿಯಾಟಕ್ಕೆ ನಾವೆಲ್ಲರೂ ಶರಣಾಗಲೇಬೇಕೆಂದು ಬೇಸರ ವ್ಯಕ್ತಪಡಿಸಿದರು. ಈ ವೇಳೆ ಚಾಲಕ ಸುರೇಶ್ ರೆಡ್ಡಿ, ಟಿಪ್ಪರ್ ಚಾಲಕರ ಸಂಘದ ಜಿಲ್ಲಾಧ್ಯಕ್ಷ ಯಲ್ಲಪ್ಪ ಮಡಿಗಾರ, ಮಾಳಪ್ಪ ಪೂಜಾರಿ ದೋರನಹಳ್ಳಿ, ತರಣ ಕಾನ್ ಹಾಗೂ ಮುತ್ತಣ್ಣ ತಳವಾರ, ಹಣಮಂತ ಭೂಮಿ, ಶಿವು ನಾಯಕ, ಸುಕ್ರಪ್ಪ ನಾಗ, ವಿಜಯ, ಬಾಬು ಇನಾಂದಾರ, ಬಾಬಾ ಶೇಖ, ಮುಂಡಾಸ್, ರಾಘವೇಂದ್ರ ಮನಗೊಳ, ಸೇರಿದಂತೆ ಇನ್ನಿತರ ಇದ್ದರು. xyxy=(1252,187,1525,351)
suspect-1 xyxy=(96,989,159,1075)
tipper-headline-box xyxy=(462,79,1525,136)
kannada-flag-scarf xyxy=(1346,981,1389,1099)
group-person xyxy=(898,242,945,400)
masthead-brand: ಈಶಾನ್ಯ ಫೋಕಸ್ / ESHANYA FOCUS xyxy=(14,13,409,54)
list-item: 5. ಕಛೇರಿ ಪ್ರತಿ. xyxy=(1013,1960,1509,1976)
islam-col-1 xyxy=(462,1458,668,1722)
